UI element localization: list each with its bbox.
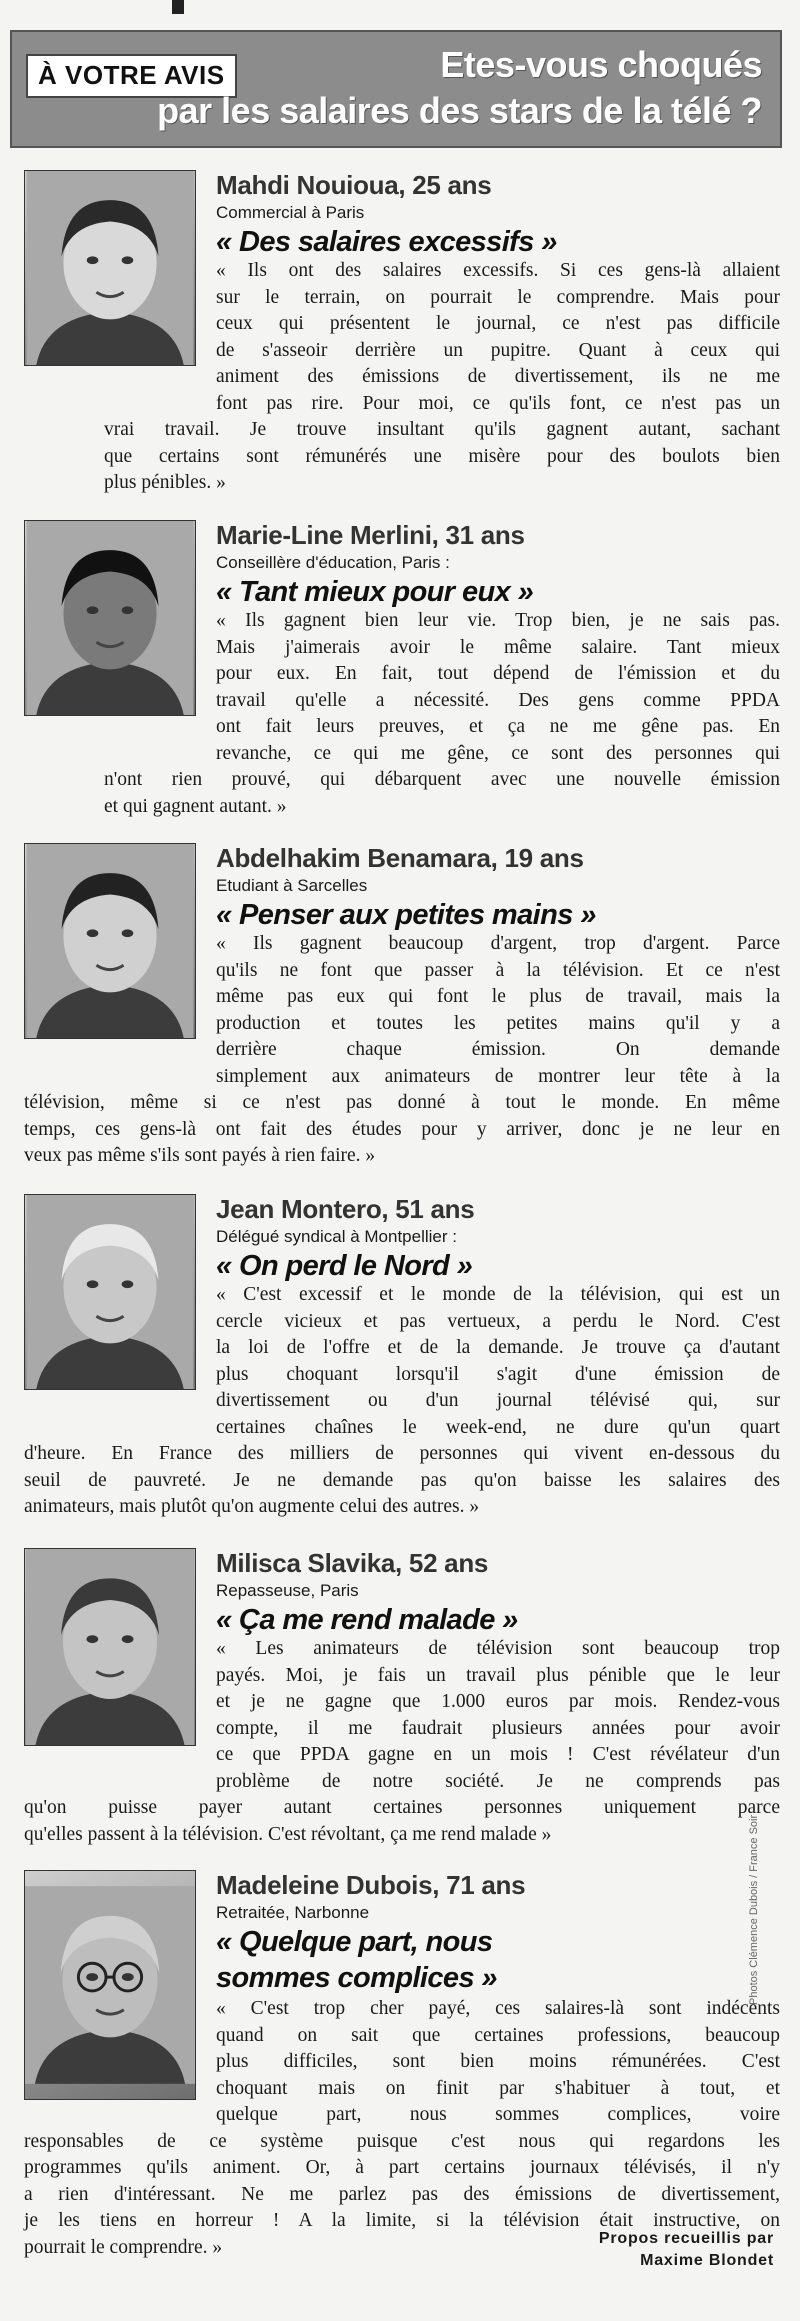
answer-line: simplement aux animateurs de montrer leur tête à la [216, 1065, 780, 1087]
answer-line: cercle vicieux et pas vertueux, a perdu le Nord. C'est [216, 1310, 780, 1332]
answer-line: « Ils ont des salaires excessifs. Si ces gens-là allaient [216, 260, 780, 281]
card-meta [216, 520, 780, 764]
answer-line: je les tiens en horreur ! A la limite, si la télévision était instructive, on [24, 2210, 780, 2231]
person-name: Jean Montero, 51 ans [216, 1194, 475, 1224]
person-name: Abdelhakim Benamara, 19 ans [216, 843, 584, 873]
answer-line: qu'on puisse payer autant certaines personnes uniquement parce [24, 1797, 780, 1818]
answer-line: choquant mais on finit par s'habituer à tout, et [216, 2077, 780, 2099]
answer-line: font pas rire. Pour moi, ce qu'ils font, ce n'est pas un [216, 392, 780, 414]
answer-line: a rien d'intéressant. Ne me parlez pas des émissions de divertissement, [24, 2183, 780, 2205]
corner-mark [172, 0, 184, 14]
answer-line: responsables de ce système puisque c'est nous qui regardons les [24, 2130, 780, 2152]
pull-quote: « Penser aux petites mains » [216, 899, 596, 931]
person-role: Commercial à Paris [216, 203, 365, 222]
person-role: Repasseuse, Paris [216, 1581, 359, 1600]
card-meta [216, 1548, 780, 1792]
answer-line: compte, il me faudrait plusieurs années pour avoir [216, 1717, 780, 1739]
person-role: Délégué syndical à Montpellier : [216, 1227, 457, 1246]
answer-line: plus difficiles, sont bien moins rémunérées. C'est [216, 2051, 780, 2072]
headline [157, 42, 762, 134]
answer-line: d'heure. En France des milliers de personnes qui vivent en-dessous du [24, 1443, 780, 1464]
answer-line: ont fait leurs preuves, et ça ne me gêne pas. En [216, 716, 780, 737]
answer-line: et je ne gagne que 1.000 euros par mois. Rendez-vous [216, 1691, 780, 1712]
answer-text-wide [24, 1090, 780, 1170]
answer-line: vrai travail. Je trouve insultant qu'ils gagnent autant, sachant [104, 419, 780, 440]
answer-text-narrow [216, 1636, 780, 1795]
pull-quote: « Ça me rend malade » [216, 1604, 518, 1636]
answer-line: la loi de l'offre et de la demande. Je trouve ça d'autant [216, 1337, 780, 1358]
answer-line: sur le terrain, on pourrait le comprendre. Mais pour [216, 286, 780, 308]
answer-line: même pas eux qui font le plus de travail, mais la [216, 986, 780, 1007]
answer-text-wide [104, 767, 780, 820]
photo-credit: Photos Clémence Dubois / France Soir [748, 1814, 760, 2005]
byline-line-1: Propos recueillis par [598, 2230, 774, 2247]
answer-line: de s'asseoir derrière un pupitre. Quant à ceux qui [216, 339, 780, 361]
answer-line: temps, ces gens-là ont fait des études pour y arriver, donc je ne leur en [24, 1118, 780, 1140]
answer-line: plus pénibles. » [104, 472, 226, 493]
pull-quote: « Quelque part, nous sommes complices » [216, 1926, 497, 1994]
answer-text-wide [24, 1441, 780, 1521]
answer-line: animent des émissions de divertissement, ils ne me [216, 366, 780, 387]
answer-line: qu'ils ne font que passer à la télévision. Et ce n'est [216, 959, 780, 981]
answer-line: « C'est excessif et le monde de la télévision, qui est un [216, 1284, 780, 1305]
pull-quote: « On perd le Nord » [216, 1250, 473, 1282]
card-meta [216, 170, 780, 414]
answer-line: quelque part, nous sommes complices, voire [216, 2104, 780, 2125]
portrait-photo [24, 1194, 196, 1390]
answer-text-narrow [216, 608, 780, 767]
pull-quote: « Des salaires excessifs » [216, 226, 557, 258]
portrait-photo [24, 1548, 196, 1746]
person-role: Conseillère d'éducation, Paris : [216, 553, 450, 572]
person-name: Madeleine Dubois, 71 ans [216, 1870, 526, 1900]
article-header [10, 30, 782, 148]
portrait-photo [24, 520, 196, 716]
answer-line: « Ils gagnent beaucoup d'argent, trop d'argent. Parce [216, 933, 780, 954]
person-role: Etudiant à Sarcelles [216, 876, 368, 895]
headline-line-1: Etes-vous choqués [440, 44, 762, 85]
answer-line: derrière chaque émission. On demande [216, 1039, 780, 1060]
answer-line: problème de notre société. Je ne comprends pas [216, 1770, 780, 1792]
answer-line: « Les animateurs de télévision sont beaucoup trop [216, 1638, 780, 1659]
answer-line: veux pas même s'ils sont payés à rien faire. » [24, 1145, 376, 1166]
answer-line: programmes qu'ils animent. Or, à part certains journaux télévisés, il n'y [24, 2157, 780, 2178]
headline-line-2: par les salaires des stars de la télé ? [157, 90, 762, 131]
answer-line: travail qu'elle a nécessité. Des gens comme PPDA [216, 689, 780, 711]
card-meta [216, 1870, 780, 2125]
answer-line: payés. Moi, je fais un travail plus pénible que le leur [216, 1664, 780, 1686]
answer-line: Mais j'aimerais avoir le même salaire. Tant mieux [216, 636, 780, 658]
answer-line: divertissement ou d'un journal télévisé qui, sur [216, 1390, 780, 1411]
answer-line: et qui gagnent autant. » [104, 795, 287, 817]
answer-line: pourrait le comprendre. » [24, 2236, 223, 2258]
answer-text-narrow [216, 1282, 780, 1441]
answer-line: certaines chaînes le week-end, ne dure qu'un quart [216, 1416, 780, 1438]
person-name: Mahdi Nouioua, 25 ans [216, 170, 492, 200]
portrait-photo [24, 843, 196, 1039]
byline-line-2: Maxime Blondet [640, 2252, 774, 2269]
answer-line: « Ils gagnent bien leur vie. Trop bien, je ne sais pas. [216, 610, 780, 631]
answer-text-wide [24, 1795, 780, 1848]
answer-line: quand on sait que certaines professions, beaucoup [216, 2024, 780, 2046]
answer-line: « C'est trop cher payé, ces salaires-là sont indécents [216, 1998, 780, 2019]
byline [599, 2228, 774, 2272]
person-name: Marie-Line Merlini, 31 ans [216, 520, 525, 550]
answer-line: télévision, même si ce n'est pas donné à tout le monde. En même [24, 1092, 780, 1113]
answer-text-wide [104, 417, 780, 497]
card-meta [216, 1194, 780, 1438]
answer-line: seuil de pauvreté. Je ne demande pas qu'on baisse les salaires des [24, 1469, 780, 1491]
answer-line: que certains sont rémunérés une misère pour des boulots bien [104, 445, 780, 467]
answer-line: animateurs, mais plutôt qu'on augmente celui des autres. » [24, 1496, 480, 1517]
answer-line: pour eux. En fait, tout dépend de l'émission et du [216, 663, 780, 684]
section-kicker: À VOTRE AVIS [26, 54, 237, 98]
pull-quote: « Tant mieux pour eux » [216, 576, 534, 608]
answer-line: qu'elles passent à la télévision. C'est révoltant, ça me rend malade » [24, 1823, 552, 1845]
answer-text-narrow [216, 258, 780, 417]
portrait-photo [24, 170, 196, 366]
answer-line: revanche, ce qui me gêne, ce sont des personnes qui [216, 742, 780, 764]
answer-line: n'ont rien prouvé, qui débarquent avec une nouvelle émission [104, 769, 780, 790]
answer-text-narrow [216, 1996, 780, 2129]
portrait-photo [24, 1870, 196, 2100]
answer-line: plus choquant lorsqu'il s'agit d'une émission de [216, 1363, 780, 1385]
card-meta [216, 843, 780, 1087]
answer-line: ceux qui présentent le journal, ce n'est pas difficile [216, 313, 780, 334]
answer-line: production et toutes les petites mains qu'il y a [216, 1012, 780, 1034]
person-role: Retraitée, Narbonne [216, 1903, 370, 1922]
person-name: Milisca Slavika, 52 ans [216, 1548, 489, 1578]
answer-text-narrow [216, 931, 780, 1090]
answer-line: ce que PPDA gagne en un mois ! C'est révélateur d'un [216, 1744, 780, 1765]
